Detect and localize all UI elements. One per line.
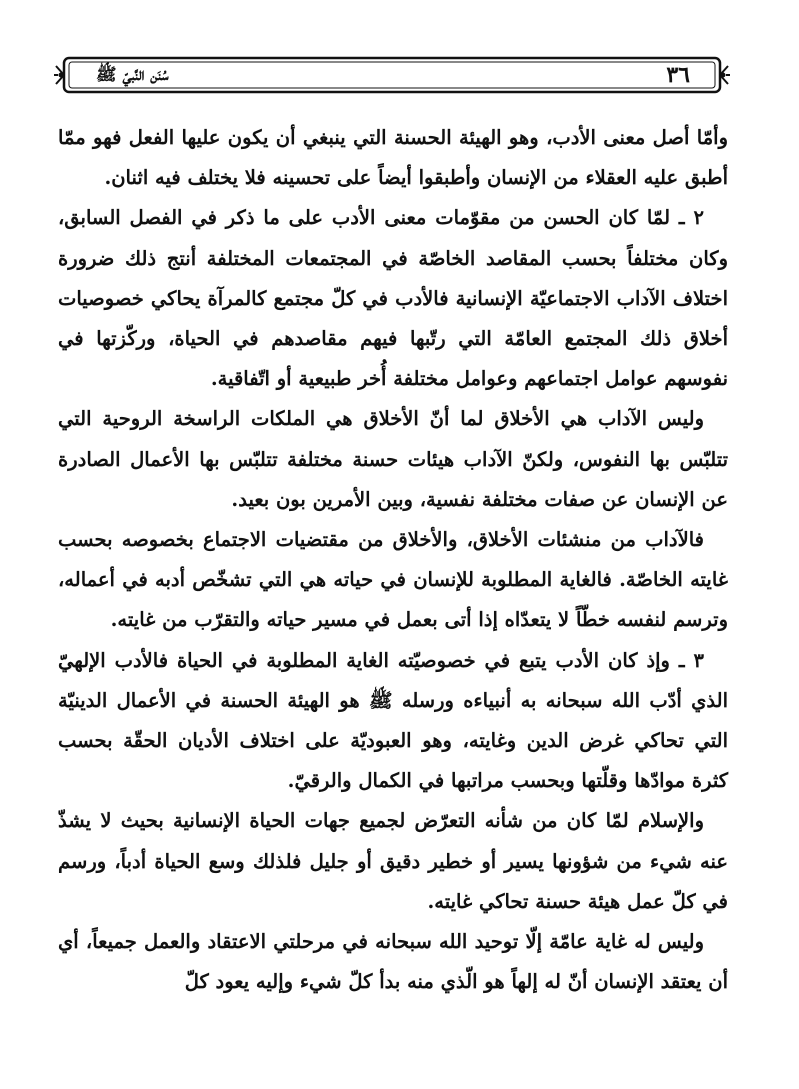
body-paragraph: وأمّا أصل معنى الأدب، وهو الهيئة الحسنة التي ينبغي أن يكون عليها الفعل فهو ممّا أطبق عليه العقلاء من الإنسان وأطبقوا أيضاً على تحسينه فلا يختلف فيه اثنان.	[58, 126, 728, 190]
running-header	[54, 54, 730, 96]
book-title: سُنَن النَّبيّ ﷺ	[96, 65, 169, 85]
page-number: ٣٦	[666, 62, 690, 88]
body-paragraph: والإسلام لمّا كان من شأنه التعرّض لجميع جهات الحياة الإنسانية بحيث لا يشذّ عنه شيء من شؤونها يسير أو خطير دقيق أو جليل فلذلك وسع الحياة أدباً، ورسم في كلّ عمل هيئة حسنة تحاكي غايته.	[58, 809, 728, 913]
body-paragraph: ٣ ـ وإذ كان الأدب يتبع في خصوصيّته الغاية المطلوبة في الحياة فالأدب الإلهيّ الذي أدّب الله سبحانه به أنبياءه ورسله ﷺ هو الهيئة الحسنة في الأعمال الدينيّة التي تحاكي غرض الدين وغايته، وهو العبوديّة على اختلاف الأديان الحقّة بحسب كثرة موادّها وقلّتها وبحسب مراتبها في الكمال والرقيّ.	[58, 648, 728, 793]
body-paragraph: وليس له غاية عامّة إلّا توحيد الله سبحانه في مرحلتي الاعتقاد والعمل جميعاً، أي أن يعتقد الإنسان أنّ له إلهاً هو الّذي منه بدأ كلّ شيء وإليه يعود كلّ	[58, 930, 728, 994]
body-paragraph: فالآداب من منشئات الأخلاق، والأخلاق من مقتضيات الاجتماع بخصوصه بحسب غايته الخاصّة. فالغاية المطلوبة للإنسان في حياته هي التي تشخّص أدبه في أعماله، وترسم لنفسه خطّاً لا يتعدّاه إذا أتى بعمل في مسير حياته والتقرّب من غايته.	[58, 528, 728, 632]
page-body	[58, 118, 728, 1002]
body-paragraph: ٢ ـ لمّا كان الحسن من مقوّمات معنى الأدب على ما ذكر في الفصل السابق، وكان مختلفاً بحسب المقاصد الخاصّة في المجتمعات المختلفة أنتج ذلك ضرورة اختلاف الآداب الاجتماعيّة الإنسانية فالأدب في كلّ مجتمع كالمرآة يحاكي خصوصيات أخلاق ذلك المجتمع العامّة التي رتّبها فيهم مقاصدهم في الحياة، وركّزتها في نفوسهم عوامل اجتماعهم وعوامل مختلفة أُخر طبيعية أو اتّفاقية.	[58, 206, 728, 391]
body-paragraph: وليس الآداب هي الأخلاق لما أنّ الأخلاق هي الملكات الراسخة الروحية التي تتلبّس بها النفوس، ولكنّ الآداب هيئات حسنة مختلفة تتلبّس بها الأعمال الصادرة عن الإنسان عن صفات مختلفة نفسية، وبين الأمرين بون بعيد.	[58, 407, 728, 511]
